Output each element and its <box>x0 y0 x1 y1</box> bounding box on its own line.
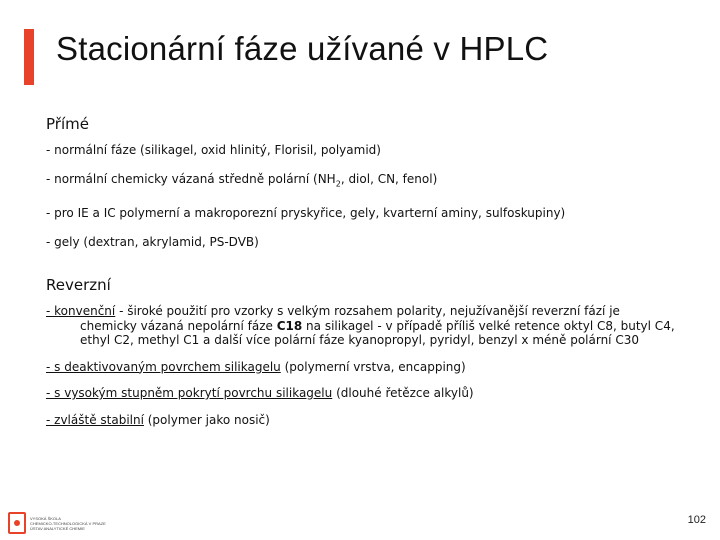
logo-line-3: ÚSTAV ANALYTICKÉ CHEMIE <box>30 525 85 531</box>
direct-heading: Přímé <box>46 115 89 133</box>
reverse-stable <box>46 413 686 428</box>
slide-title: Stacionární fáze užívané v HPLC <box>56 30 549 67</box>
conventional-continuation <box>46 319 686 348</box>
direct-phase-section <box>46 115 686 263</box>
conventional-label: - konvenční <box>46 304 116 318</box>
reverse-heading: Reverzní <box>46 276 111 294</box>
direct-line-normal-phase: - normální fáze (silikagel, oxid hlinitý, Florisil, polyamid) <box>46 143 381 157</box>
high-coverage-label: - s vysokým stupněm pokrytí povrchu silikagelu <box>46 386 333 400</box>
conventional-bold-c18: C18 <box>276 318 303 333</box>
page-number: 102 <box>687 514 706 526</box>
title-accent-bar <box>24 29 34 85</box>
flame-icon <box>8 512 26 534</box>
university-logo <box>8 512 106 534</box>
chem-line-subscript: 2 <box>335 179 341 189</box>
logo-text <box>30 516 106 531</box>
conventional-text-1: - široké použití pro vzorky s velkým rozsahem polarity, nejužívanější reverzní fází je <box>115 304 620 318</box>
reverse-high-coverage <box>46 386 686 401</box>
direct-line-ion-exchange: - pro IE a IC polymerní a makroporezní pryskyřice, gely, kvarterní aminy, sulfoskupiny) <box>46 206 566 221</box>
stable-label: - zvláště stabilní <box>46 412 144 427</box>
stable-text: (polymer jako nosič) <box>143 412 270 427</box>
logo-line-2: CHEMICKO-TECHNOLOGICKÁ V PRAZE <box>30 520 106 526</box>
reverse-conventional <box>46 304 686 348</box>
chem-line-after: , diol, CN, fenol) <box>340 172 438 186</box>
direct-line-gels: - gely (dextran, akrylamid, PS-DVB) <box>46 235 259 250</box>
deactivated-text: (polymerní vrstva, encapping) <box>280 359 466 374</box>
high-coverage-text: (dlouhé řetězce alkylů) <box>332 386 474 400</box>
direct-line-bonded-polar <box>46 171 686 192</box>
reverse-phase-section <box>46 276 686 439</box>
chem-line-before: - normální chemicky vázaná středně polární (NH <box>46 172 336 186</box>
logo-line-1: VYSOKÁ ŠKOLA <box>30 515 61 521</box>
conventional-text-3: na silikagel - v případě příliš velké retence oktyl C8, butyl C4, ethyl C2, methyl C1 a další více polární fáze kyanopropyl, pyridyl, benzyl x méně polární C30 <box>80 318 675 347</box>
conventional-text-2: chemicky vázaná nepolární fáze <box>80 318 277 333</box>
reverse-deactivated <box>46 360 686 375</box>
deactivated-label: - s deaktivovaným povrchem silikagelu <box>46 359 281 374</box>
